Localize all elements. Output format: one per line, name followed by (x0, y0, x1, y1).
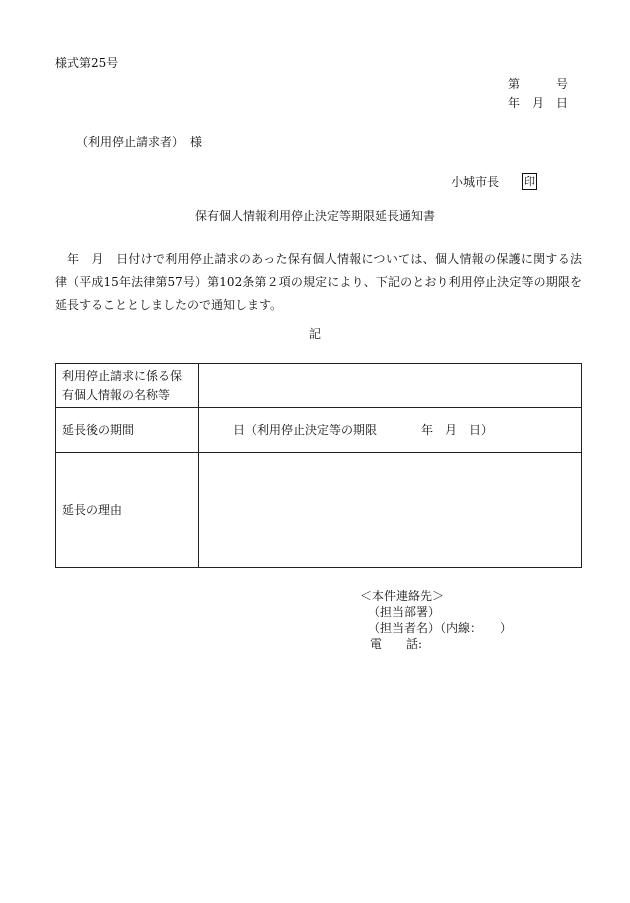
details-table (55, 363, 582, 568)
contact-heading: ＜本件連絡先＞ (360, 589, 445, 603)
contact-block (360, 588, 512, 652)
document-date: 年 月 日 (508, 96, 569, 110)
record-label: 記 (308, 327, 321, 341)
table-value-cell (199, 364, 582, 408)
sender-block (451, 173, 537, 190)
contact-person: （担当者名）（内線： ） (368, 621, 513, 635)
addressee: （利用停止請求者） 様 (76, 135, 203, 149)
seal-box: 印 (524, 175, 536, 188)
table-header-cell: 延長の理由 (56, 453, 199, 568)
document-number: 第 号 (508, 77, 569, 91)
table-header-cell: 延長後の期間 (56, 408, 199, 453)
sender-name: 小城市長 (451, 174, 500, 189)
table-value-cell (199, 453, 582, 568)
table-row (56, 364, 582, 408)
period-deadline: 年 月 日） (421, 423, 494, 437)
form-number: 様式第25号 (55, 56, 119, 70)
document-title: 保有個人情報利用停止決定等期限延長通知書 (194, 209, 435, 223)
period-prefix: 日（利用停止決定等の期限 (233, 423, 378, 437)
contact-department: （担当部署） (368, 605, 441, 619)
notice-body: 年 月 日付けで利用停止請求のあった保有個人情報については、個人情報の保護に関する法律（平成15年法律第57号）第102条第２項の規定により、下記のとおり利用停止決定等の期限を延長することとしましたので通知します。 (55, 252, 582, 312)
table-row (56, 408, 582, 453)
contact-phone: 電 話: (370, 637, 423, 651)
extended-period (205, 424, 575, 436)
table-header-cell: 利用停止請求に係る保有個人情報の名称等 (56, 364, 199, 408)
table-value-cell (199, 408, 582, 453)
table-row (56, 453, 582, 568)
